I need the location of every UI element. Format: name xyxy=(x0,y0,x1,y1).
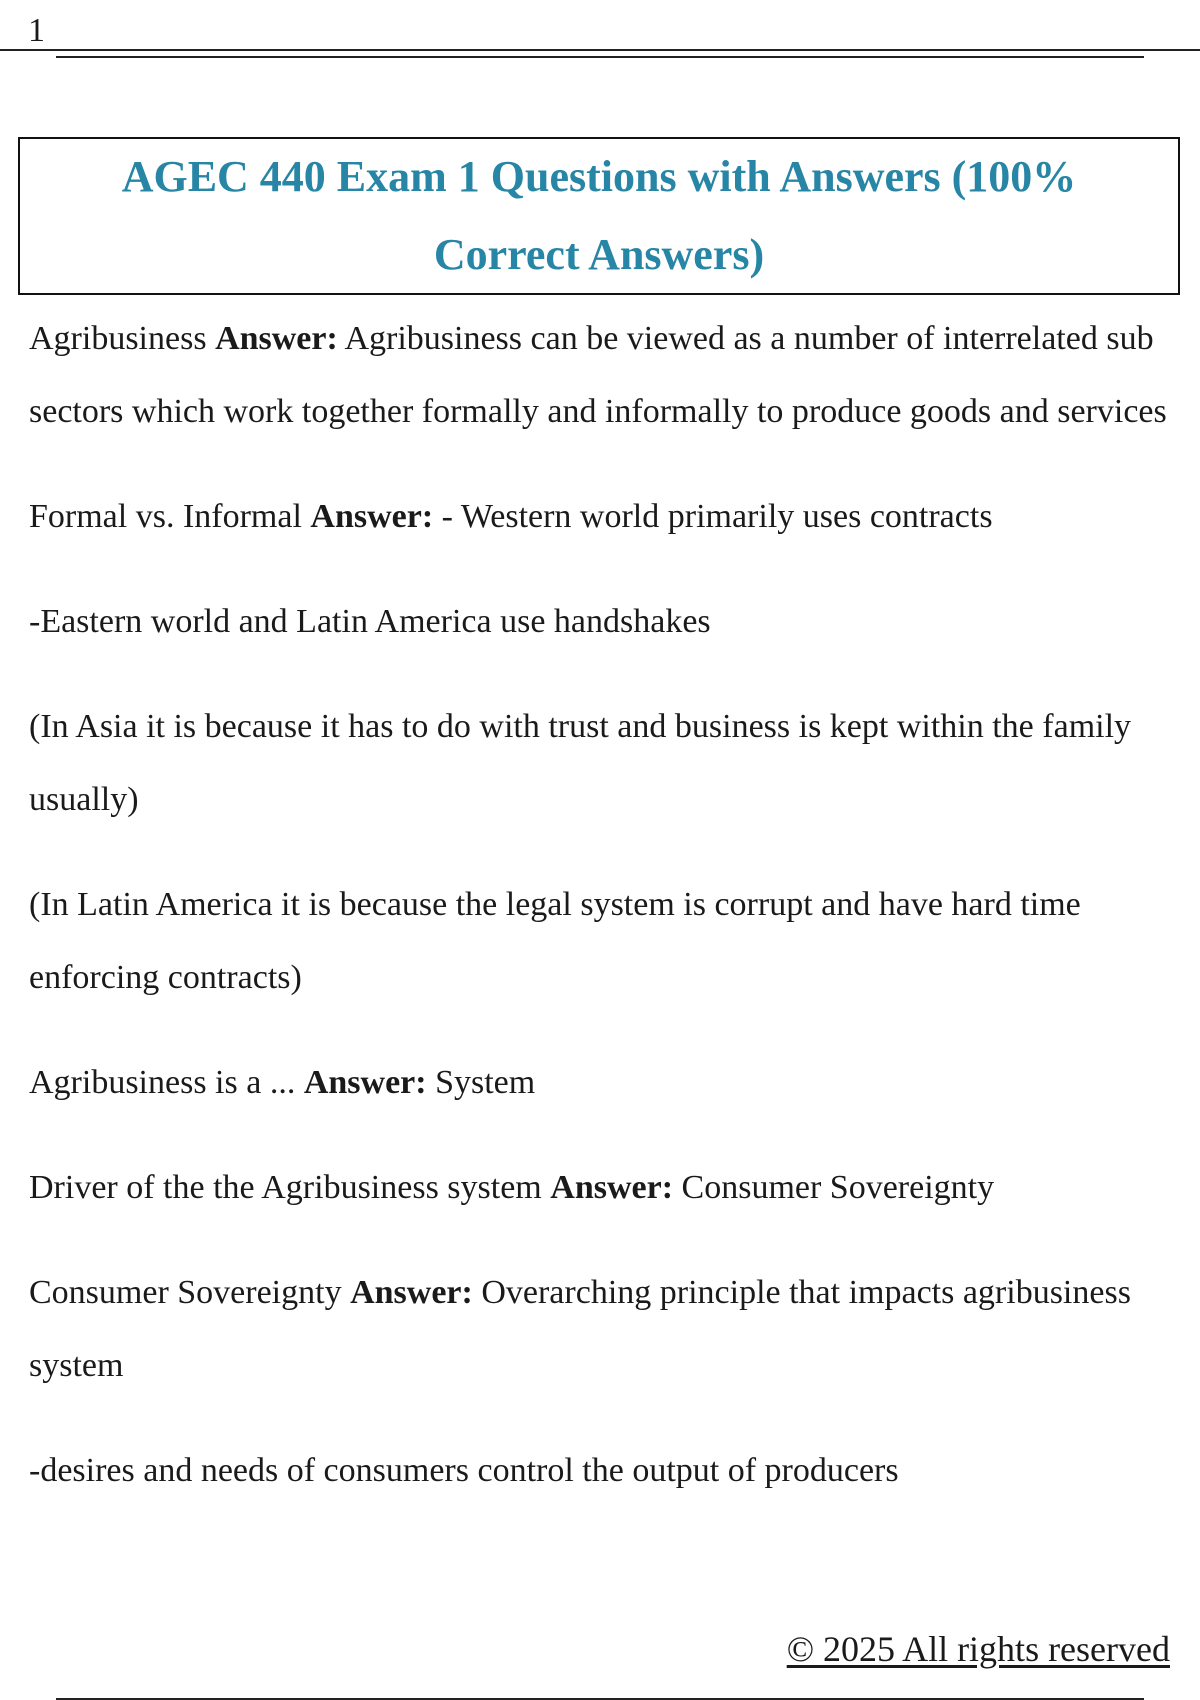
entry-answer: Overarching principle that impacts agribusiness system xyxy=(29,1274,1131,1384)
qa-entry xyxy=(29,302,1179,448)
qa-entry xyxy=(29,1151,1179,1224)
answer-label: Answer: xyxy=(550,1169,674,1206)
entry-answer: Consumer Sovereignty xyxy=(681,1169,995,1206)
entry-term: Formal vs. Informal xyxy=(29,498,302,535)
qa-entry xyxy=(29,1256,1179,1402)
qa-content xyxy=(29,302,1179,1539)
header-rule-inner xyxy=(56,56,1144,58)
title-box xyxy=(18,137,1180,295)
qa-entry xyxy=(29,480,1179,553)
entry-answer: System xyxy=(435,1064,536,1101)
entry-term: Agribusiness xyxy=(29,320,207,357)
copyright-footer: © 2025 All rights reserved xyxy=(786,1629,1170,1669)
entry-term: Consumer Sovereignty xyxy=(29,1274,342,1311)
qa-entry xyxy=(29,1046,1179,1119)
qa-continuation: (In Latin America it is because the legal system is corrupt and have hard time enforcing contracts) xyxy=(29,886,1081,996)
entry-term: Agribusiness is a ... xyxy=(29,1064,296,1101)
qa-continuation: (In Asia it is because it has to do with trust and business is kept within the family usually) xyxy=(29,708,1132,818)
entry-term: Driver of the the Agribusiness system xyxy=(29,1169,542,1206)
page-number: 1 xyxy=(28,12,45,49)
answer-label: Answer: xyxy=(215,320,338,357)
entry-answer: - Western world primarily uses contracts xyxy=(441,498,993,535)
header-rule xyxy=(0,49,1200,51)
qa-continuation: -desires and needs of consumers control the output of producers xyxy=(29,1452,899,1489)
entry-answer: Agribusiness can be viewed as a number of interrelated sub sectors which work together formally and informally to produce goods and services xyxy=(29,320,1167,430)
answer-label: Answer: xyxy=(303,1064,427,1101)
answer-label: Answer: xyxy=(350,1274,473,1311)
answer-label: Answer: xyxy=(310,498,434,535)
qa-continuation: -Eastern world and Latin America use handshakes xyxy=(29,603,711,640)
document-title: AGEC 440 Exam 1 Questions with Answers (100% Correct Answers) xyxy=(121,152,1077,279)
